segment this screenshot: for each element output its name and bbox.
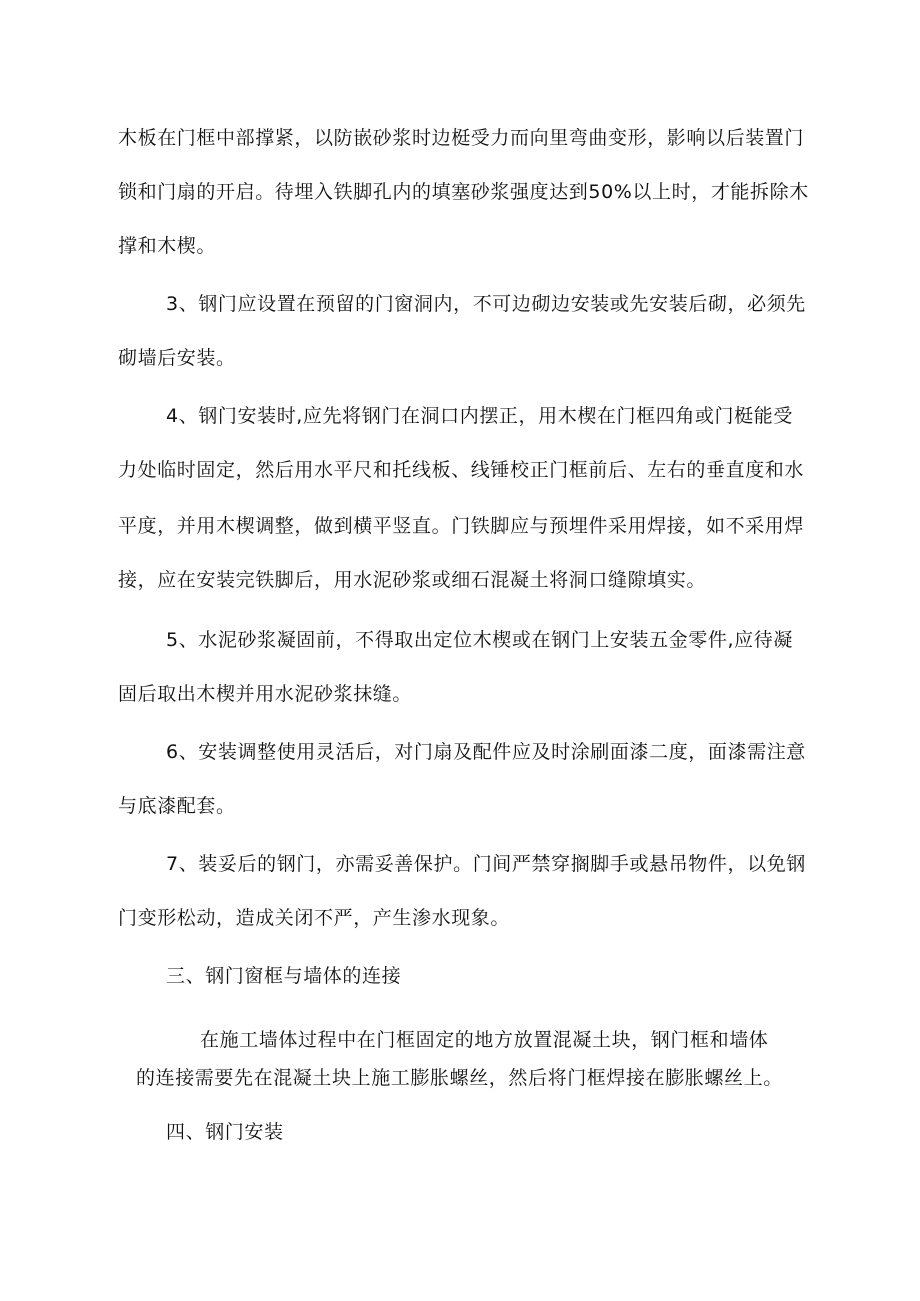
paragraph-line: 撑和木楔。	[118, 235, 217, 257]
paragraph-line: 平度，并用木楔调整，做到横平竖直。门铁脚应与预埋件采用焊接，如不采用焊	[118, 515, 805, 537]
paragraph-line: 力处临时固定，然后用水平尺和托线板、线锤校正门框前后、左右的垂直度和水	[118, 459, 805, 481]
paragraph-line: 砌墙后安装。	[118, 347, 236, 369]
paragraph-line: 3、钢门应设置在预留的门窗洞内，不可边砌边安装或先安装后砌，必须先	[166, 293, 806, 315]
paragraph-line: 固后取出木楔并用水泥砂浆抹缝。	[118, 683, 413, 705]
section-heading: 四、钢门安装	[166, 1121, 284, 1143]
paragraph-line: 5、水泥砂浆凝固前，不得取出定位木楔或在钢门上安装五金零件,应待凝	[166, 629, 793, 651]
paragraph-line: 门变形松动，造成关闭不严，产生渗水现象。	[118, 907, 511, 929]
paragraph-line: 6、安装调整使用灵活后，对门扇及配件应及时涂刷面漆二度，面漆需注意	[166, 741, 806, 763]
paragraph-line: 在施工墙体过程中在门框固定的地方放置混凝土块，钢门框和墙体	[200, 1029, 769, 1051]
paragraph-line: 接，应在安装完铁脚后，用水泥砂浆或细石混凝土将洞口缝隙填实。	[118, 569, 707, 591]
paragraph-line: 木板在门框中部撑紧，以防嵌砂浆时边梃受力而向里弯曲变形，影响以后装置门	[118, 127, 805, 149]
paragraph-line: 4、钢门安装时,应先将钢门在洞口内摆正，用木楔在门框四角或门梃能受	[166, 405, 793, 427]
paragraph-line: 与底漆配套。	[118, 795, 236, 817]
paragraph-line: 的连接需要先在混凝土块上施工膨胀螺丝，然后将门框焊接在膨胀螺丝上。	[136, 1067, 783, 1089]
section-heading: 三、钢门窗框与墙体的连接	[166, 965, 402, 987]
paragraph-line: 7、装妥后的钢门，亦需妥善保护。门间严禁穿搁脚手或悬吊物件，以免钢	[166, 853, 806, 875]
paragraph-line: 锁和门扇的开启。待埋入铁脚孔内的填塞砂浆强度达到50%以上时，才能拆除木	[118, 181, 809, 203]
